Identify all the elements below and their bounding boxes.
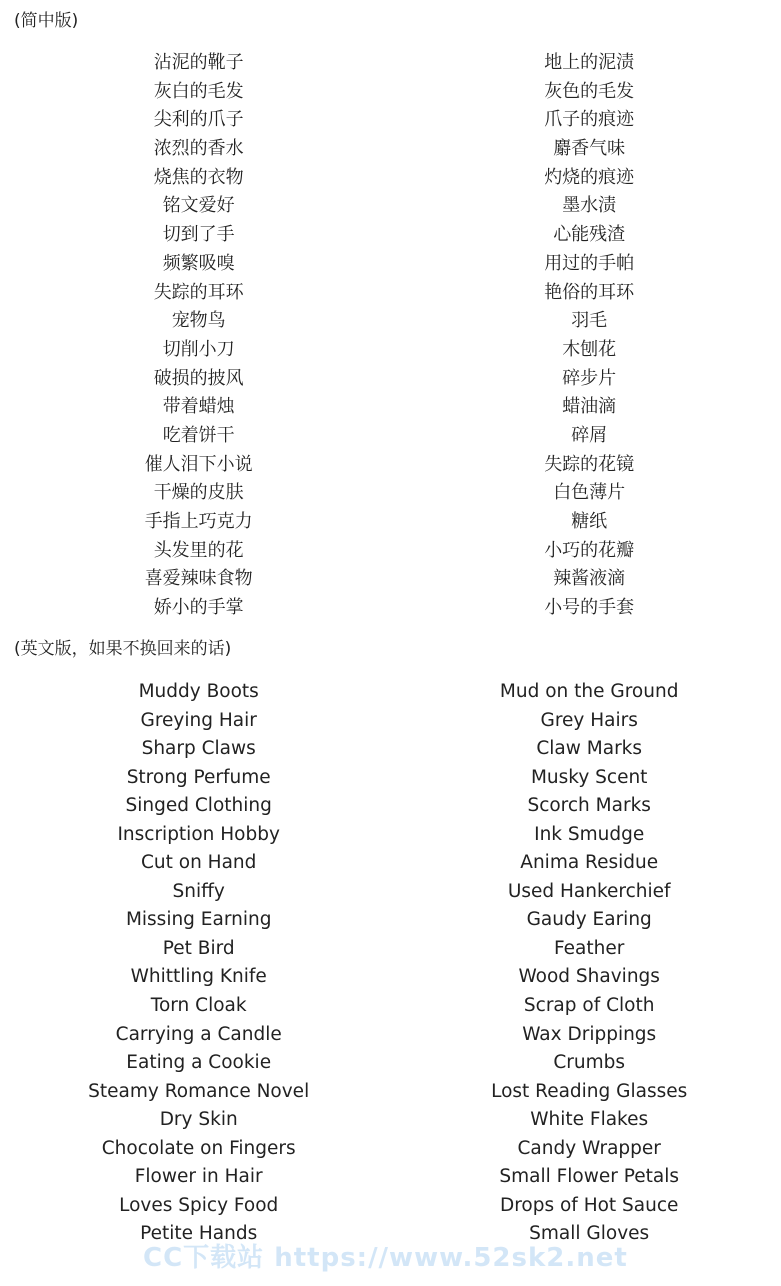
clue-left-cell: 宠物鸟 [171, 310, 226, 332]
clue-left-cell: 灰白的毛发 [153, 80, 244, 102]
clue-left-cell: Dry Skin [159, 1109, 238, 1131]
clue-right-cell: 灼烧的痕迹 [544, 166, 635, 188]
clue-left-cell: 失踪的耳环 [153, 281, 244, 303]
clue-left-cell: 浓烈的香水 [153, 138, 244, 160]
pair-row [0, 393, 781, 422]
pair-row [0, 1021, 781, 1050]
clue-left-cell: 切到了手 [162, 224, 235, 246]
pair-row [0, 250, 781, 279]
clue-left-cell: 喜爱辣味食物 [144, 568, 253, 590]
pair-row [0, 963, 781, 992]
clue-left-cell: Strong Perfume [126, 766, 271, 788]
pair-row [0, 764, 781, 793]
clue-right-cell: 碎步片 [562, 367, 617, 389]
clue-right-cell: 羽毛 [571, 310, 608, 332]
clue-right-cell: 心能残渣 [553, 224, 626, 246]
clue-right-cell: Wood Shavings [518, 966, 660, 988]
pair-row [0, 1106, 781, 1135]
clue-right-cell: 失踪的花镜 [544, 453, 635, 475]
pair-row [0, 935, 781, 964]
clue-left-cell: 切削小刀 [162, 338, 235, 360]
clue-right-cell: 小号的手套 [544, 597, 635, 619]
clue-left-cell: 吃着饼干 [162, 424, 235, 446]
clue-left-cell: Inscription Hobby [117, 823, 280, 845]
clue-right-cell: Candy Wrapper [517, 1137, 661, 1159]
clue-left-cell: Cut on Hand [140, 852, 257, 874]
clue-left-cell: Petite Hands [140, 1223, 258, 1245]
clue-right-cell: 蜡油滴 [562, 396, 617, 418]
clue-right-cell: 艳俗的耳环 [544, 281, 635, 303]
clue-right-cell: Scorch Marks [527, 795, 651, 817]
clue-right-cell: Used Hankerchief [507, 880, 671, 902]
clue-right-cell: Grey Hairs [540, 709, 638, 731]
pair-row [0, 49, 781, 78]
clue-left-cell: Muddy Boots [138, 681, 259, 702]
pair-row [0, 792, 781, 821]
pair-row [0, 678, 781, 707]
pair-row [0, 106, 781, 135]
clue-left-cell: Sniffy [172, 880, 225, 902]
clue-right-cell: Lost Reading Glasses [491, 1080, 688, 1102]
pair-row [0, 365, 781, 394]
clue-right-cell: 木刨花 [562, 338, 617, 360]
pair-row [0, 594, 781, 623]
clue-right-cell: Small Gloves [529, 1223, 650, 1245]
clue-left-cell: Carrying a Candle [115, 1023, 282, 1045]
english-pairs-table [0, 678, 781, 1249]
clue-left-cell: Sharp Claws [141, 738, 256, 760]
clue-left-cell: Greying Hair [140, 709, 257, 731]
clue-left-cell: 娇小的手掌 [153, 597, 244, 619]
clue-left-cell: 带着蜡烛 [162, 396, 235, 418]
pair-row [0, 192, 781, 221]
pair-row [0, 565, 781, 594]
clue-right-cell: Scrap of Cloth [523, 995, 655, 1017]
pair-row [0, 849, 781, 878]
clue-right-cell: Musky Scent [530, 766, 648, 788]
clue-left-cell: Chocolate on Fingers [101, 1137, 296, 1159]
clue-right-cell: Mud on the Ground [499, 681, 679, 702]
pair-row [0, 135, 781, 164]
pair-row [0, 78, 781, 107]
clue-right-cell: Drops of Hot Sauce [499, 1194, 679, 1216]
clue-left-cell: Pet Bird [162, 937, 235, 959]
clue-right-cell: Anima Residue [520, 852, 659, 874]
clue-left-cell: Steamy Romance Novel [88, 1080, 310, 1102]
pair-row [0, 1135, 781, 1164]
pair-row [0, 1078, 781, 1107]
pair-row [0, 307, 781, 336]
pair-row [0, 735, 781, 764]
clue-left-cell: 干燥的皮肤 [153, 482, 244, 504]
clue-right-cell: 灰色的毛发 [544, 80, 635, 102]
clue-right-cell: Ink Smudge [534, 823, 645, 845]
clue-left-cell: Torn Cloak [150, 995, 247, 1017]
clue-right-cell: 辣酱液滴 [553, 568, 626, 590]
clue-left-cell: Loves Spicy Food [119, 1194, 279, 1216]
pair-row [0, 906, 781, 935]
pair-row [0, 992, 781, 1021]
pair-row [0, 1049, 781, 1078]
chinese-pairs-table [0, 49, 781, 623]
clue-right-cell: Claw Marks [536, 738, 643, 760]
clue-left-cell: 沾泥的靴子 [153, 52, 244, 73]
clue-left-cell: 尖利的爪子 [153, 109, 244, 131]
pair-row [0, 221, 781, 250]
clue-left-cell: 头发里的花 [153, 539, 244, 561]
clue-right-cell: Small Flower Petals [499, 1166, 679, 1188]
pair-row [0, 878, 781, 907]
site-watermark: CC下载站 https://www.52sk2.net [143, 1243, 628, 1273]
clue-right-cell: Crumbs [553, 1052, 626, 1074]
clue-right-cell: 墨水渍 [562, 195, 617, 217]
pair-row [0, 451, 781, 480]
clue-left-cell: Whittling Knife [130, 966, 267, 988]
pair-row [0, 164, 781, 193]
clue-right-cell: White Flakes [530, 1109, 649, 1131]
clue-left-cell: 手指上巧克力 [144, 511, 253, 532]
section-label-chinese: (简中版) [14, 11, 79, 31]
clue-right-cell: 用过的手帕 [544, 252, 635, 274]
clue-right-cell: 麝香气味 [553, 138, 626, 160]
pair-row [0, 422, 781, 451]
clue-right-cell: Wax Drippings [522, 1023, 657, 1045]
clue-left-cell: 催人泪下小说 [144, 453, 253, 475]
pair-row [0, 1163, 781, 1192]
clue-left-cell: 破损的披风 [153, 367, 244, 389]
pair-row [0, 279, 781, 308]
section-label-english: (英文版，如果不换回来的话) [14, 639, 232, 659]
clue-left-cell: Flower in Hair [134, 1166, 263, 1188]
pair-row [0, 508, 781, 537]
clue-right-cell: 小巧的花瓣 [544, 539, 635, 561]
clue-left-cell: Eating a Cookie [126, 1052, 272, 1074]
clue-right-cell: Feather [554, 937, 625, 959]
clue-left-cell: Singed Clothing [125, 795, 272, 817]
pair-row [0, 1220, 781, 1249]
pair-row [0, 707, 781, 736]
clue-right-cell: 白色薄片 [553, 482, 626, 504]
clue-left-cell: Missing Earning [125, 909, 272, 931]
clue-left-cell: 频繁吸嗅 [162, 252, 235, 274]
pair-row [0, 821, 781, 850]
clue-left-cell: 铭文爱好 [162, 195, 235, 217]
clue-right-cell: 爪子的痕迹 [544, 109, 635, 131]
pair-row [0, 537, 781, 566]
clue-right-cell: 糖纸 [571, 511, 608, 532]
pair-row [0, 336, 781, 365]
pair-row [0, 1192, 781, 1221]
clue-right-cell: Gaudy Earing [526, 909, 652, 931]
clue-right-cell: 地上的泥渍 [544, 52, 635, 73]
pair-row [0, 479, 781, 508]
clue-left-cell: 烧焦的衣物 [153, 166, 244, 188]
clue-right-cell: 碎屑 [571, 424, 608, 446]
